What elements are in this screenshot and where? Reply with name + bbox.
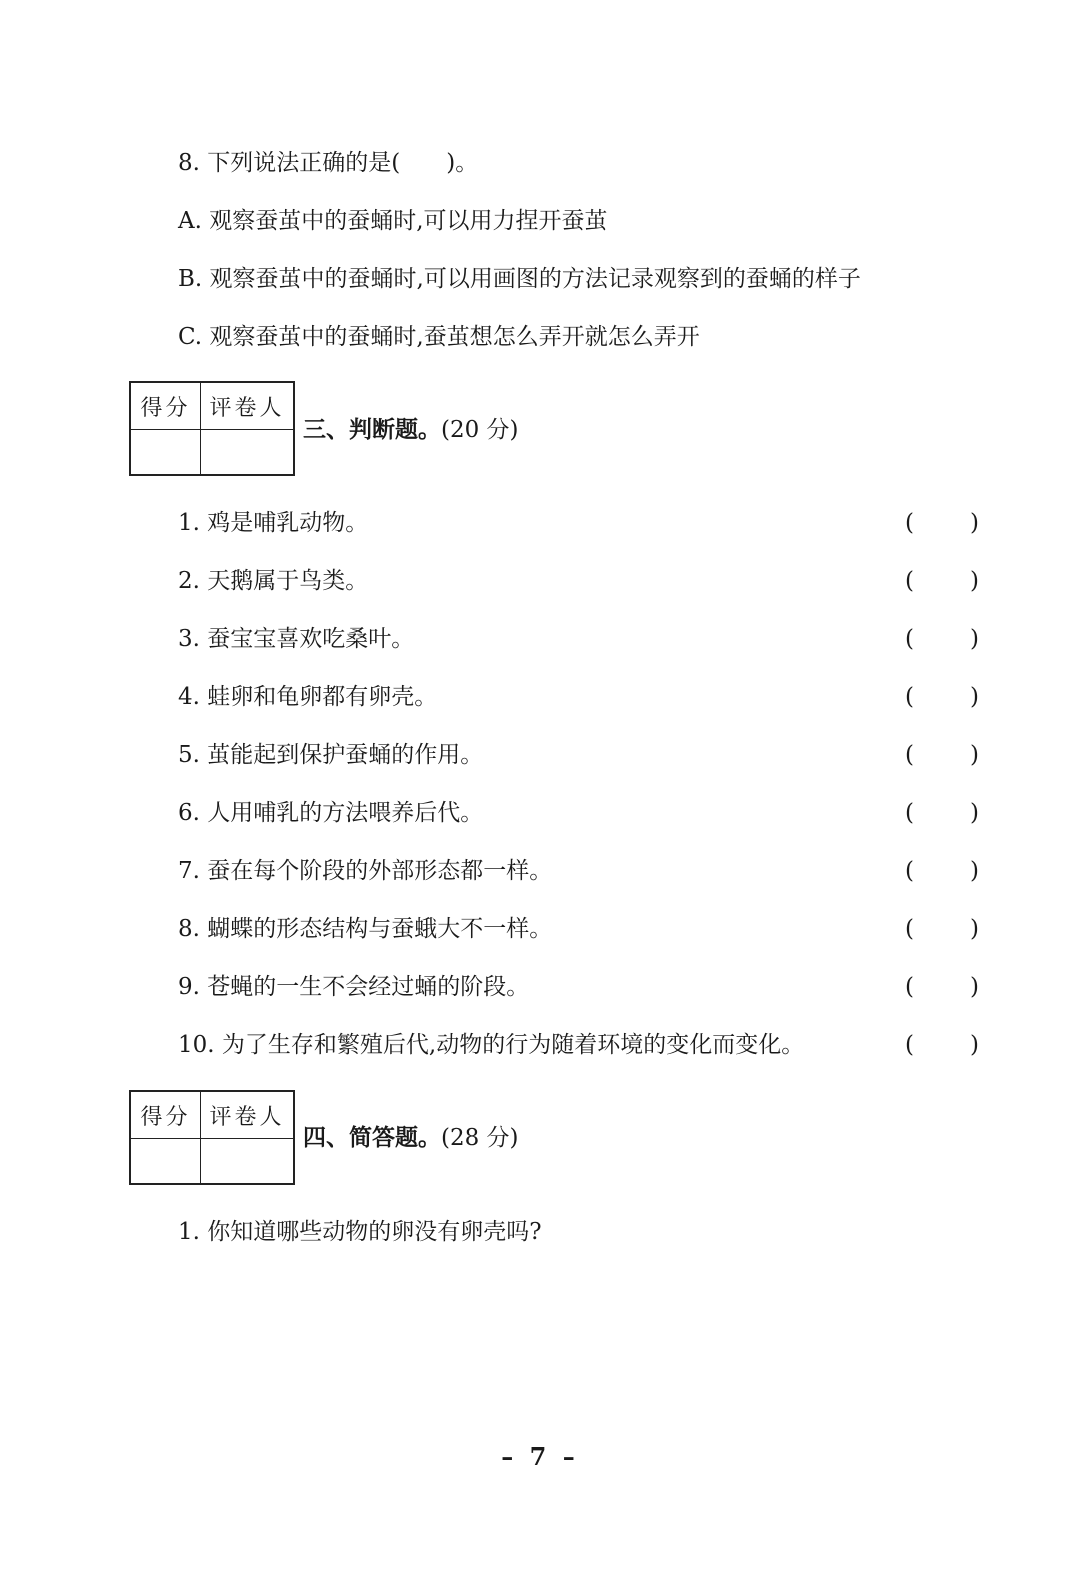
paren-open: (	[905, 800, 914, 826]
paren-close: )	[970, 568, 979, 594]
option-b: B. 观察蚕茧中的蚕蛹时,可以用画图的方法记录观察到的蚕蛹的样子	[178, 266, 861, 292]
judgment-text: 1. 鸡是哺乳动物。	[178, 510, 369, 536]
paren-open: (	[905, 916, 914, 942]
score-cell[interactable]	[131, 430, 201, 474]
grader-label: 评卷人	[201, 1092, 293, 1139]
paren-open: (	[905, 626, 914, 652]
paren-close: )	[970, 626, 979, 652]
judgment-text: 5. 茧能起到保护蚕蛹的作用。	[178, 742, 484, 768]
paren-open: (	[905, 568, 914, 594]
judgment-item-6	[178, 798, 988, 856]
answer-parentheses[interactable]	[905, 798, 979, 828]
judgment-item-9	[178, 972, 988, 1030]
judgment-item-3	[178, 624, 988, 682]
judgment-item-4	[178, 682, 988, 740]
question-8-stem: 8. 下列说法正确的是( )。	[178, 150, 479, 176]
answer-parentheses[interactable]	[905, 972, 979, 1002]
score-box-section4	[129, 1090, 295, 1185]
score-label: 得分	[131, 383, 201, 430]
paren-open: (	[905, 974, 914, 1000]
judgment-list	[178, 508, 988, 1088]
option-a: A. 观察蚕茧中的蚕蛹时,可以用力捏开蚕茧	[178, 208, 608, 234]
judgment-text: 9. 苍蝇的一生不会经过蛹的阶段。	[178, 974, 530, 1000]
section4-heading: 四、简答题。	[303, 1124, 441, 1151]
short-answer-question-1: 1. 你知道哪些动物的卵没有卵壳吗?	[178, 1219, 542, 1245]
paren-close: )	[970, 974, 979, 1000]
section4-points: (28 分)	[441, 1125, 519, 1151]
answer-parentheses[interactable]	[905, 508, 979, 538]
paren-close: )	[970, 916, 979, 942]
judgment-text: 10. 为了生存和繁殖后代,动物的行为随着环境的变化而变化。	[178, 1032, 805, 1058]
paren-open: (	[905, 858, 914, 884]
judgment-item-1	[178, 508, 988, 566]
score-label: 得分	[131, 1092, 201, 1139]
judgment-text: 4. 蛙卵和龟卵都有卵壳。	[178, 684, 438, 710]
judgment-text: 8. 蝴蝶的形态结构与蚕蛾大不一样。	[178, 916, 553, 942]
score-cell[interactable]	[131, 1139, 201, 1183]
paren-open: (	[905, 742, 914, 768]
judgment-text: 2. 天鹅属于鸟类。	[178, 568, 369, 594]
paren-open: (	[905, 684, 914, 710]
judgment-item-2	[178, 566, 988, 624]
paren-close: )	[970, 742, 979, 768]
option-c: C. 观察蚕茧中的蚕蛹时,蚕茧想怎么弄开就怎么弄开	[178, 324, 700, 350]
paren-open: (	[905, 1032, 914, 1058]
section4-title	[303, 1123, 519, 1153]
grader-label: 评卷人	[201, 383, 293, 430]
answer-parentheses[interactable]	[905, 682, 979, 712]
grader-cell[interactable]	[201, 1139, 293, 1183]
answer-parentheses[interactable]	[905, 914, 979, 944]
judgment-text: 7. 蚕在每个阶段的外部形态都一样。	[178, 858, 553, 884]
grader-cell[interactable]	[201, 430, 293, 474]
page-number: – 7 –	[501, 1442, 579, 1471]
judgment-item-8	[178, 914, 988, 972]
judgment-item-7	[178, 856, 988, 914]
judgment-text: 6. 人用哺乳的方法喂养后代。	[178, 800, 484, 826]
paren-close: )	[970, 800, 979, 826]
answer-parentheses[interactable]	[905, 740, 979, 770]
section3-points: (20 分)	[441, 417, 519, 443]
judgment-item-5	[178, 740, 988, 798]
paren-close: )	[970, 684, 979, 710]
answer-parentheses[interactable]	[905, 624, 979, 654]
judgment-item-10	[178, 1030, 988, 1088]
section3-heading: 三、判断题。	[303, 416, 441, 443]
section3-title	[303, 415, 519, 445]
answer-parentheses[interactable]	[905, 566, 979, 596]
paren-close: )	[970, 510, 979, 536]
score-box-section3	[129, 381, 295, 476]
answer-parentheses[interactable]	[905, 856, 979, 886]
paren-close: )	[970, 858, 979, 884]
paren-close: )	[970, 1032, 979, 1058]
paren-open: (	[905, 510, 914, 536]
judgment-text: 3. 蚕宝宝喜欢吃桑叶。	[178, 626, 415, 652]
answer-parentheses[interactable]	[905, 1030, 979, 1060]
